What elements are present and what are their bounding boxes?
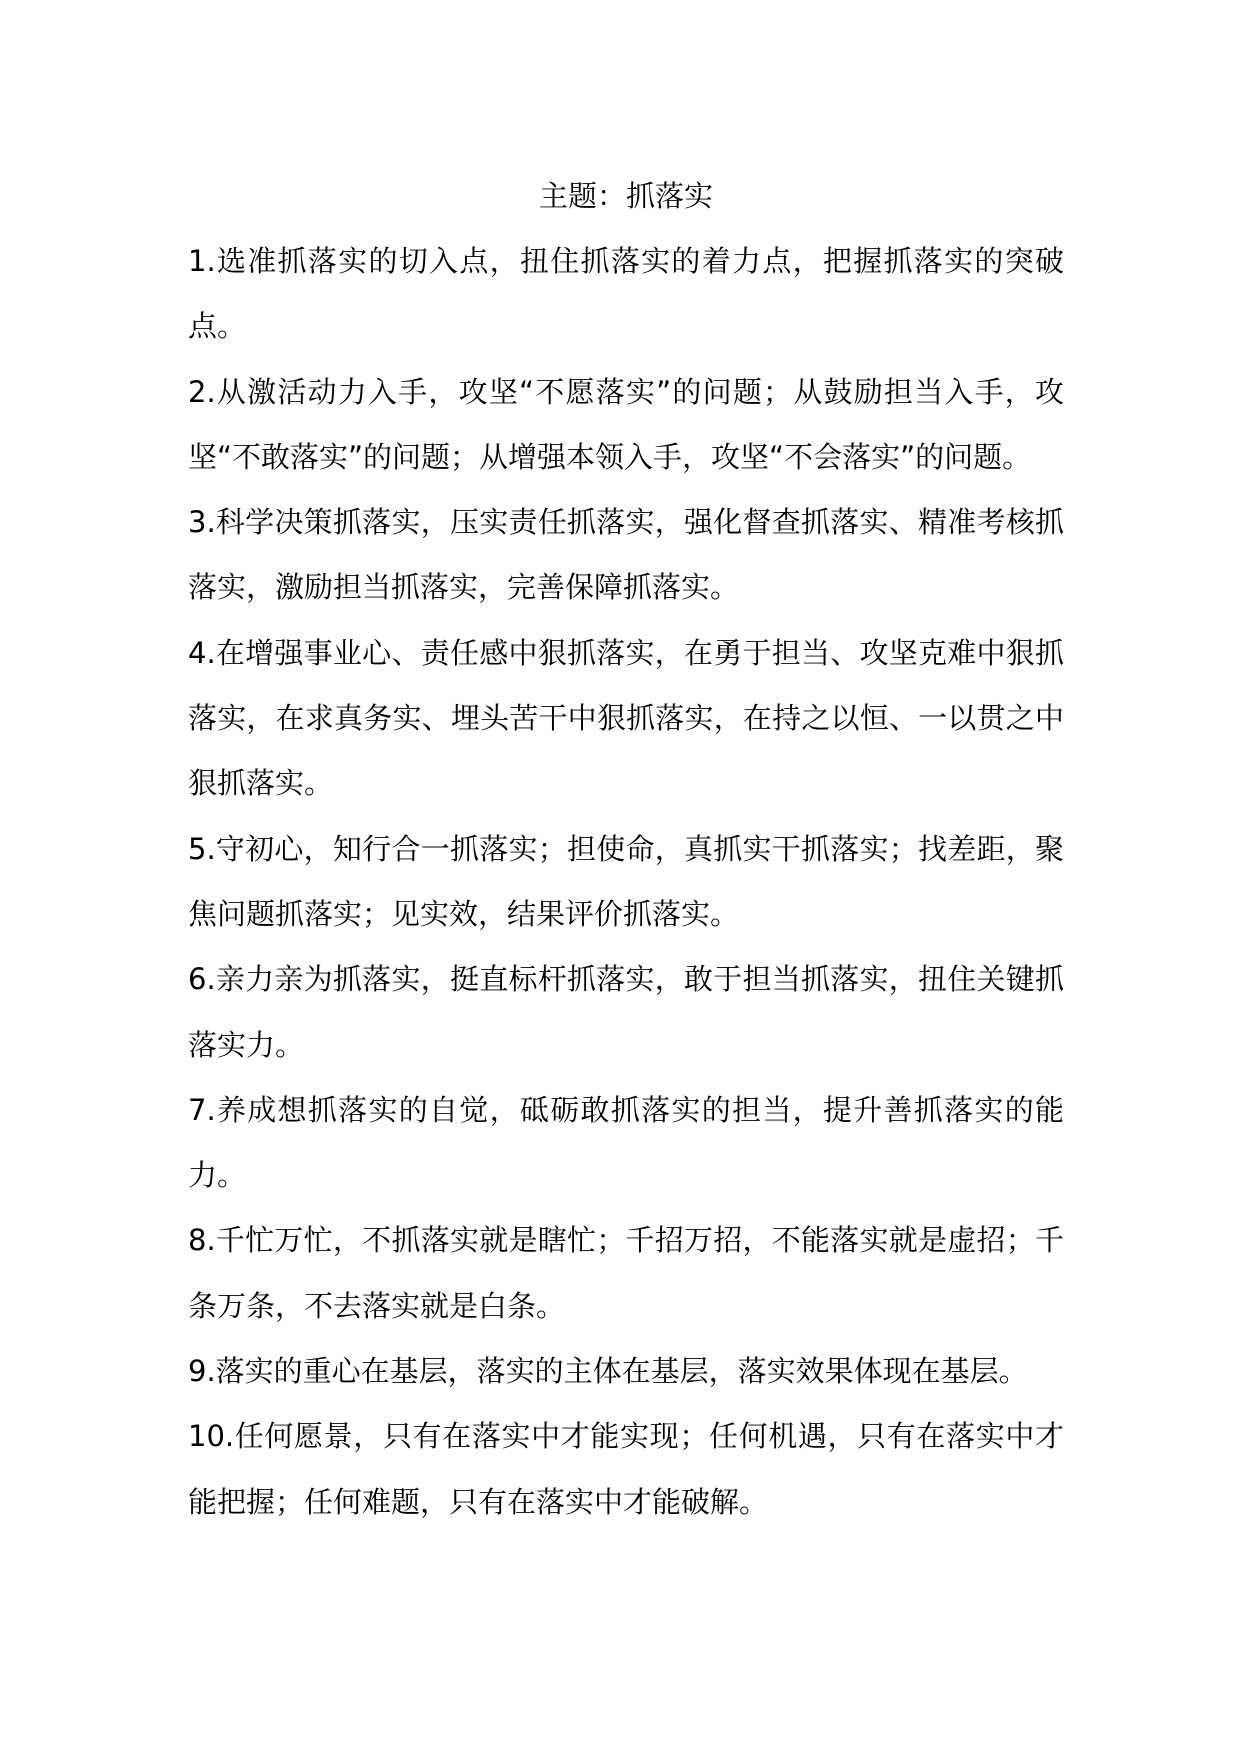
list-item: 5.守初心，知行合一抓落实；担使命，真抓实干抓落实；找差距，聚焦问题抓落实；见实效，结果评价抓落实。 xyxy=(188,831,1064,931)
list-item: 8.千忙万忙，不抓落实就是瞎忙；千招万招，不能落实就是虚招；千条万条，不去落实就是白条。 xyxy=(188,1223,1064,1323)
document-page xyxy=(188,164,1064,1535)
document-title: 主题：抓落实 xyxy=(538,179,713,213)
list-item: 10.任何愿景，只有在落实中才能实现；任何机遇，只有在落实中才能把握；任何难题，只有在落实中才能破解。 xyxy=(188,1419,1064,1519)
list-item: 7.养成想抓落实的自觉，砥砺敢抓落实的担当，提升善抓落实的能力。 xyxy=(188,1092,1064,1193)
list-item: 3.科学决策抓落实，压实责任抓落实，强化督查抓落实、精准考核抓落实，激励担当抓落实，完善保障抓落实。 xyxy=(188,505,1064,605)
list-item: 9.落实的重心在基层，落实的主体在基层，落实效果体现在基层。 xyxy=(188,1354,1028,1389)
list-item: 6.亲力亲为抓落实，挺直标杆抓落实，敢于担当抓落实，扭住关键抓落实力。 xyxy=(188,962,1064,1062)
list-item: 1.选准抓落实的切入点，扭住抓落实的着力点，把握抓落实的突破点。 xyxy=(188,244,1064,344)
list-item: 2.从激活动力入手，攻坚“不愿落实”的问题；从鼓励担当入手，攻坚“不敢落实”的问题；从增强本领入手，攻坚“不会落实”的问题。 xyxy=(188,374,1064,474)
list-item: 4.在增强事业心、责任感中狠抓落实，在勇于担当、攻坚克难中狠抓落实，在求真务实、埋头苦干中狠抓落实，在持之以恒、一以贯之中狠抓落实。 xyxy=(188,635,1064,801)
